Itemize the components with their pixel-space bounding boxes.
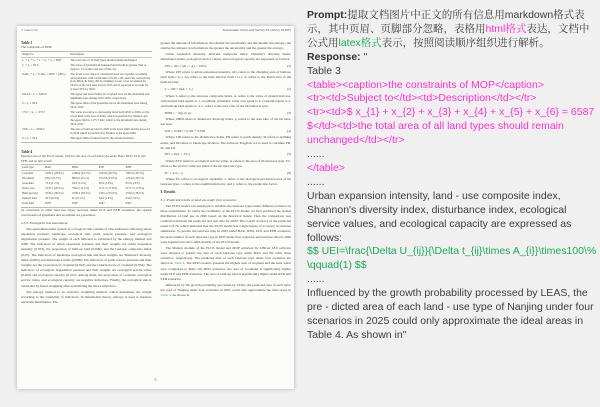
- table-cell: Grassland: [22, 181, 34, 186]
- table-cell: Unused land: [22, 196, 37, 201]
- table-cell: 2539.2 (38.5%): [45, 191, 64, 196]
- paragraph-text: The Markov module of the PLUS model and MOP achieved by LINGO 18.0 software were adopted to predict the area of each land-use type under BAU and the other three scenarios, respectively. The predicted data of each land-use type under four scenarios are shown in: [160, 245, 291, 266]
- paragraph: Urban expansion intensity, land-use composite index, Shannon's diversity index, disturbance index, ecological service values, and ecological capacity are expressed as follows:: [160, 51, 291, 61]
- paragraph: [161, 246, 292, 282]
- table-cell: The forest cover share is calculated based on cropland, woodland, and grassland, with coefficients of 0.46, 1.00, and 0.46, respectively (Liu, Ming, & Yang, 2012). Nanjing's forest cover accounted for 26.6% of the total land area in 2015 and is expected to account for at least 30% by 2025.: [70, 71, 151, 92]
- paragraph: [161, 283, 292, 298]
- table-cell: Woodland: [22, 175, 34, 180]
- ellipsis-line: ......: [307, 273, 325, 286]
- table-cell: 6587: [125, 201, 132, 206]
- response-table3-label: Table 3: [307, 64, 341, 77]
- table-cell: 1512.8 (23.0%): [98, 175, 118, 180]
- equation-5: [165, 152, 292, 157]
- prompt-segment: 提取文档图片中正文的所有信息用markdown格式表示，其中页眉、页脚部分忽略，表格用: [307, 9, 585, 35]
- ellipsis-line: ......: [307, 175, 325, 188]
- page-header-journal: Sustainable Cities and Society 85 (2022) 104055: [222, 28, 291, 32]
- paragraph: Where SHDI refers to Shannon's diversity index. pᵢ refers to the area ratio of the ith land-use type.: [160, 117, 291, 127]
- column-header: Land type: [21, 165, 44, 171]
- table-cell: The upper and lower limits for cropland area are the maximum and minimum areas during 2010–2020, respectively: [70, 92, 150, 101]
- equation-number: (1): [287, 63, 291, 68]
- equation-body: EC = Σ aᵢ rᵢ yᵢ: [164, 170, 184, 175]
- table-cell: 1993.6 (30.3%): [98, 170, 118, 175]
- table-cell: The upper limit of unused land is the current situation: [70, 136, 134, 141]
- table4-reference-link: Table 4: [174, 261, 185, 266]
- table-cell: 1171.7 (17.8%): [98, 186, 118, 191]
- paper-page: [17, 26, 294, 389]
- table3-title: Table 3: [21, 40, 33, 45]
- table-cell: The total area of all land types should remain unchanged: [70, 57, 137, 62]
- html-code-line: <tr><td>Subject to</td><td>Description</td></tr>: [307, 92, 537, 105]
- equation-body: ESV = Σ(Aᵢ × VCᵢ): [164, 152, 190, 157]
- table-cell: 1234.6 (18.7%): [125, 175, 145, 180]
- paragraph: greater the amount of information, the smaller the uncertainty and the smaller the entropy; the smaller the amount of information, the greater the uncertainty and the greater the entropy.: [160, 40, 291, 50]
- equation-body: SHDI = −Σ(pᵢ ln pᵢ): [164, 110, 192, 115]
- page-header: [21, 28, 291, 33]
- table-cell: 63.0 (1.0%): [98, 196, 113, 201]
- equation-1: [165, 64, 292, 69]
- paragraph: Where UEI refers to urban expansion intensity. ΔUᵢⱼ refers to the changing area of built-up land from i to j. Δtᵢⱼ refers to the time interval from i to j. Aᵢ refers to the initial area of the built-up land.: [160, 70, 291, 85]
- table-cell: 860.0 (13.1%): [72, 175, 89, 180]
- table4-title: Table 4: [21, 149, 33, 154]
- table-cell: 6587: [98, 201, 105, 206]
- table-cell: Water area: [22, 186, 35, 191]
- column-header: ELP: [98, 165, 125, 171]
- equation-body: L = 100 × Σ(Aᵢ × Cᵢ): [164, 87, 193, 92]
- response-paragraph: Urban expansion intensity, land - use composite index, Shannon's diversity index, disturbance index, ecological service values, and ecological capacity are expressed as follows:: [307, 189, 572, 244]
- table-cell: 1993.6 (30.3%): [125, 170, 145, 175]
- table-cell: Total land: [22, 201, 34, 206]
- latex-formula-line: $$ UEI=\frac{\Delta U_{ij}}{\Delta t_{ij}\times A_{i}}\times100\% \qquad(1) $$: [307, 245, 597, 272]
- response-label: Response:: [307, 50, 361, 63]
- prompt-segment: 表达，文档中公式用: [307, 22, 590, 49]
- table-cell: 63.0 (1.0%): [125, 196, 140, 201]
- table-cell: 0.46x₁ + x₂ + 0.46x₃ ≥ 6587 × (30%): [22, 71, 66, 76]
- table-cell: 2345.1 (35.6%): [98, 191, 118, 196]
- table-cell: The upper limit of the grassland area is the maximum area during 2010–2020: [70, 101, 148, 110]
- paragraph: Where L refers to the land-use composite index. Aᵢ refers to the value of graded land use, with unused land equals to 1, woodland, grassland, water area equal to 2, cropland equals to 3, and built-up land equals to 4. Cᵢ refers to the area ratio of the ith land-use type.: [160, 93, 291, 108]
- prompt-label: Prompt:: [307, 9, 348, 21]
- response-paragraph: Influenced by the growth probability processed by LEAS, the pre - dicted area of each land - use type of Nanjing under four scenarios in 2025 could only approximate the ideal areas in Table 4. As shown in": [307, 287, 594, 341]
- right-column: [161, 41, 292, 307]
- column-header: BAU: [44, 165, 71, 171]
- table-row: [21, 137, 152, 143]
- table-cell: 2345 ≤ x₄ ≤ 2939.2: [22, 127, 45, 132]
- table-cell: The area of built-up land in 2020 is the lower limit and the area of it in 2030 which is predicted by Markov is the upper limit: [70, 127, 151, 136]
- paragraph: be converted to other land use types. Second, under ELP and EEB scenarios, the spatial conversions of grassland and woodland are prevented.: [21, 207, 152, 218]
- table-cell: 8.1 (0.1%): [72, 196, 85, 201]
- table-cell: 2539.2 (38.5%): [125, 191, 145, 196]
- prompt-response-panel: [307, 9, 597, 343]
- paragraph: The assessment index system of ecological risk consists of nine indicators reflecting urban expansion pressure, landscape ecological risk, grain reserve pressure, and ecological degradation pressure. The weight of each indicator is calculated by the entropy method and AHP. The indicators of urban expansion pressure and their weights are urban expansion intensity (0.053), the proportion of built-up land (0.049), and the land-use composite index (0.07). The indicators of landscape ecological risk and their weights are Shannon's diversity index (0.063) and disturbance index (0.088). The indicators of grain reserve pressure and their weights are the proportion of cropland (0.043) and the reduction rate of cropland (0.054). The indicators of ecological degradation pressure and their weights are ecological service value (0.263) and ecological capacity (0.317). Among them, the proportion of cropland, ecological service value, and ecological capacity are negative indicators. Finally, the ecological risk is calculated by linear weighting after normalizing the above indicators.: [21, 226, 152, 288]
- table-cell: x₃ + x₆ ≥ 65.9: [22, 62, 39, 67]
- table-cell: 2289.6 (34.7%): [72, 170, 91, 175]
- equation-number: (3): [287, 110, 291, 115]
- ellipsis-line: ......: [307, 148, 325, 161]
- paragraph-text: Influenced by the growth probability processed by LEAS, the predicted area of each land-use type of Nanjing under four scenarios in 2025 could only approximate the ideal areas in: [160, 283, 291, 293]
- equation-body: UEI = ΔUᵢⱼ / (Δtᵢⱼ × Aᵢ) × 100%: [164, 63, 207, 68]
- table-cell: 6587: [45, 201, 52, 206]
- column-header: RED: [71, 165, 98, 171]
- table-cell: 0 ≤ x₆ ≤ 50.0: [22, 136, 38, 141]
- page-columns: [21, 41, 291, 307]
- response-open-quote: ": [360, 50, 368, 63]
- html-code-line: </table>: [307, 161, 345, 174]
- left-column: [21, 41, 152, 307]
- equation-number: (5): [287, 152, 291, 157]
- table-cell: 65.9 (1.0%): [98, 181, 113, 186]
- equation-6: [165, 171, 292, 176]
- column-header: Description: [69, 52, 151, 58]
- response-header: [307, 51, 597, 65]
- table4-caption: Inputted area of the PLUS model, which is the area of each land type under BAU, RED, ELP, and EEB, and its unit is km².: [21, 154, 146, 163]
- table-row: [21, 202, 152, 208]
- table-cell: 1347.1 (20.5%): [45, 186, 64, 191]
- html-code-line: <table><caption>the constraints of MOP</caption>: [307, 78, 544, 91]
- equation-number: (6): [287, 170, 291, 175]
- table-cell: Cropland: [22, 170, 33, 175]
- table4: [21, 164, 152, 208]
- paragraph: The entropy method is an objective weighting method, which determines the weight according to the variability of indicators. In information theory, entropy is used to measure uncertain information. The: [21, 289, 152, 304]
- prompt-text: [307, 9, 597, 51]
- table-row: [21, 72, 152, 93]
- table-cell: 1171.7 (17.8%): [125, 186, 144, 191]
- table3: [21, 51, 152, 143]
- table-cell: 796.2 (12.1%): [72, 186, 89, 191]
- table-cell: 1960.2 (29.8%): [45, 170, 64, 175]
- equation-number: (4): [287, 128, 291, 133]
- page-number: 5: [154, 378, 157, 382]
- table3-caption: The constraints of MOP.: [21, 45, 53, 50]
- table-cell: 65.9 (1.0%): [125, 181, 140, 186]
- latex-format-highlight: latex格式: [338, 36, 382, 49]
- html-code-line: <tr><td>$ x_{1} + x_{2} + x_{3} + x_{4} + x_{5} + x_{6} = 6587 $</td><td>the total area of all land types should remain unchanged</td></tr>: [307, 106, 595, 147]
- equation-2: [165, 87, 292, 92]
- equation-3: [165, 111, 292, 116]
- table-cell: 1919.6 ≤ x₁ ≤ 3203.6: [22, 92, 47, 97]
- table-cell: 2539.2 (38.5%): [72, 191, 91, 196]
- paragraph: The PLUS model was employed to simulate the land-use types under different scenarios in these experiments. To verify the credibility of the PLUS model, we first predicted the spatial distribution of land use in 2020 based on the historical trends. Then the comparison was conducted between the predicted and real data for 2020. The overall accuracy of the predicted result is 0.74, which indicated that the PLUS model has a high degree of accuracy in land use simulation. To predict the land use map in 2025 under BAU, RED, ELP, and EEB scenarios, the pixel number of each land-use type in 2025 under four scenarios and land use data in 2020 were inputted into the CARS module of the PLUS model.: [160, 203, 291, 244]
- html-format-highlight: html格式: [485, 22, 527, 35]
- table-row: [21, 63, 152, 72]
- table4-reference-link: Table 4: [160, 293, 171, 298]
- paragraph: Where ESV refers to ecological service value. Aᵢ refers to the area of ith land-use type. VCᵢ refers to the service value per pixel of the ith land-use type.: [160, 158, 291, 168]
- paragraph: Where LDI refers to the disturbance index. PD refers to patch density. SI refers to splitting index, and DI refers to landscape division. The software Fragstats 4.2 is used to calculate PD, SI, and DI.: [160, 135, 291, 150]
- column-header: Subject to: [21, 52, 69, 58]
- table-row: [21, 111, 152, 128]
- table-cell: 175.7 ≤ x₅ ≤ 1175.7: [22, 110, 46, 115]
- equation-body: LDI = 0.5PD + 0.2SI + 0.3DI: [164, 128, 205, 133]
- section-heading-results: 3. Results: [160, 190, 176, 195]
- paragraph: Where EC refers to ecological capability. aᵢ refers to the biological production area of ith land-use type. rᵢ refers to the equilibrium factor, and yᵢ refers to the production factor.: [160, 177, 291, 187]
- page-header-authors: J. Gao et al.: [21, 28, 39, 32]
- subsection-heading-31: 3.1. Predicted results of land use under four scenarios: [160, 197, 237, 202]
- section-heading-233: 2.3.3. Ecological risk assessment: [21, 220, 68, 225]
- table-cell: The areas of grassland and unused land should be greater than or equal to 1% of the total area of the city: [70, 62, 147, 71]
- equation-number: (2): [287, 87, 291, 92]
- paragraph-text: . The RED scenario presents the highest area of cropland and the least water area. Compared to BAU and RED scenarios, the area of woodland is significantly higher under ELP and EEB scenarios. The area of built-up land is significantly higher under RED and EEB scenarios.: [160, 261, 291, 281]
- table-cell: 92.9 (1.4%): [72, 181, 86, 186]
- column-header: EEB: [125, 165, 152, 171]
- table-cell: 72.9 (1.1%): [45, 181, 60, 186]
- table-cell: The water area shows a decreasing trend from 2010 to 2020, so the lower limit is the area of 2020, which is predicted by Markov and the upper limit is 1175.7 km², which is the maximum area during 2010–2020: [70, 110, 149, 127]
- table-cell: 0 ≤ x₃ ≤ 92.9: [22, 101, 38, 106]
- paragraph-text: . As shown in: [170, 293, 190, 298]
- table-cell: 636.7 (9.7%): [45, 175, 61, 180]
- prompt-segment: 表示，按照阅读顺序组织进行解析。: [381, 36, 550, 49]
- table-cell: Built-up land: [22, 191, 38, 196]
- table-cell: 30.9 (0.4%): [45, 196, 60, 201]
- table-cell: 6587: [72, 201, 78, 206]
- table-cell: x₁ + x₂ + x₃ + x₄ + x₅ + x₆ = 6587: [22, 57, 62, 62]
- equation-4: [165, 129, 292, 134]
